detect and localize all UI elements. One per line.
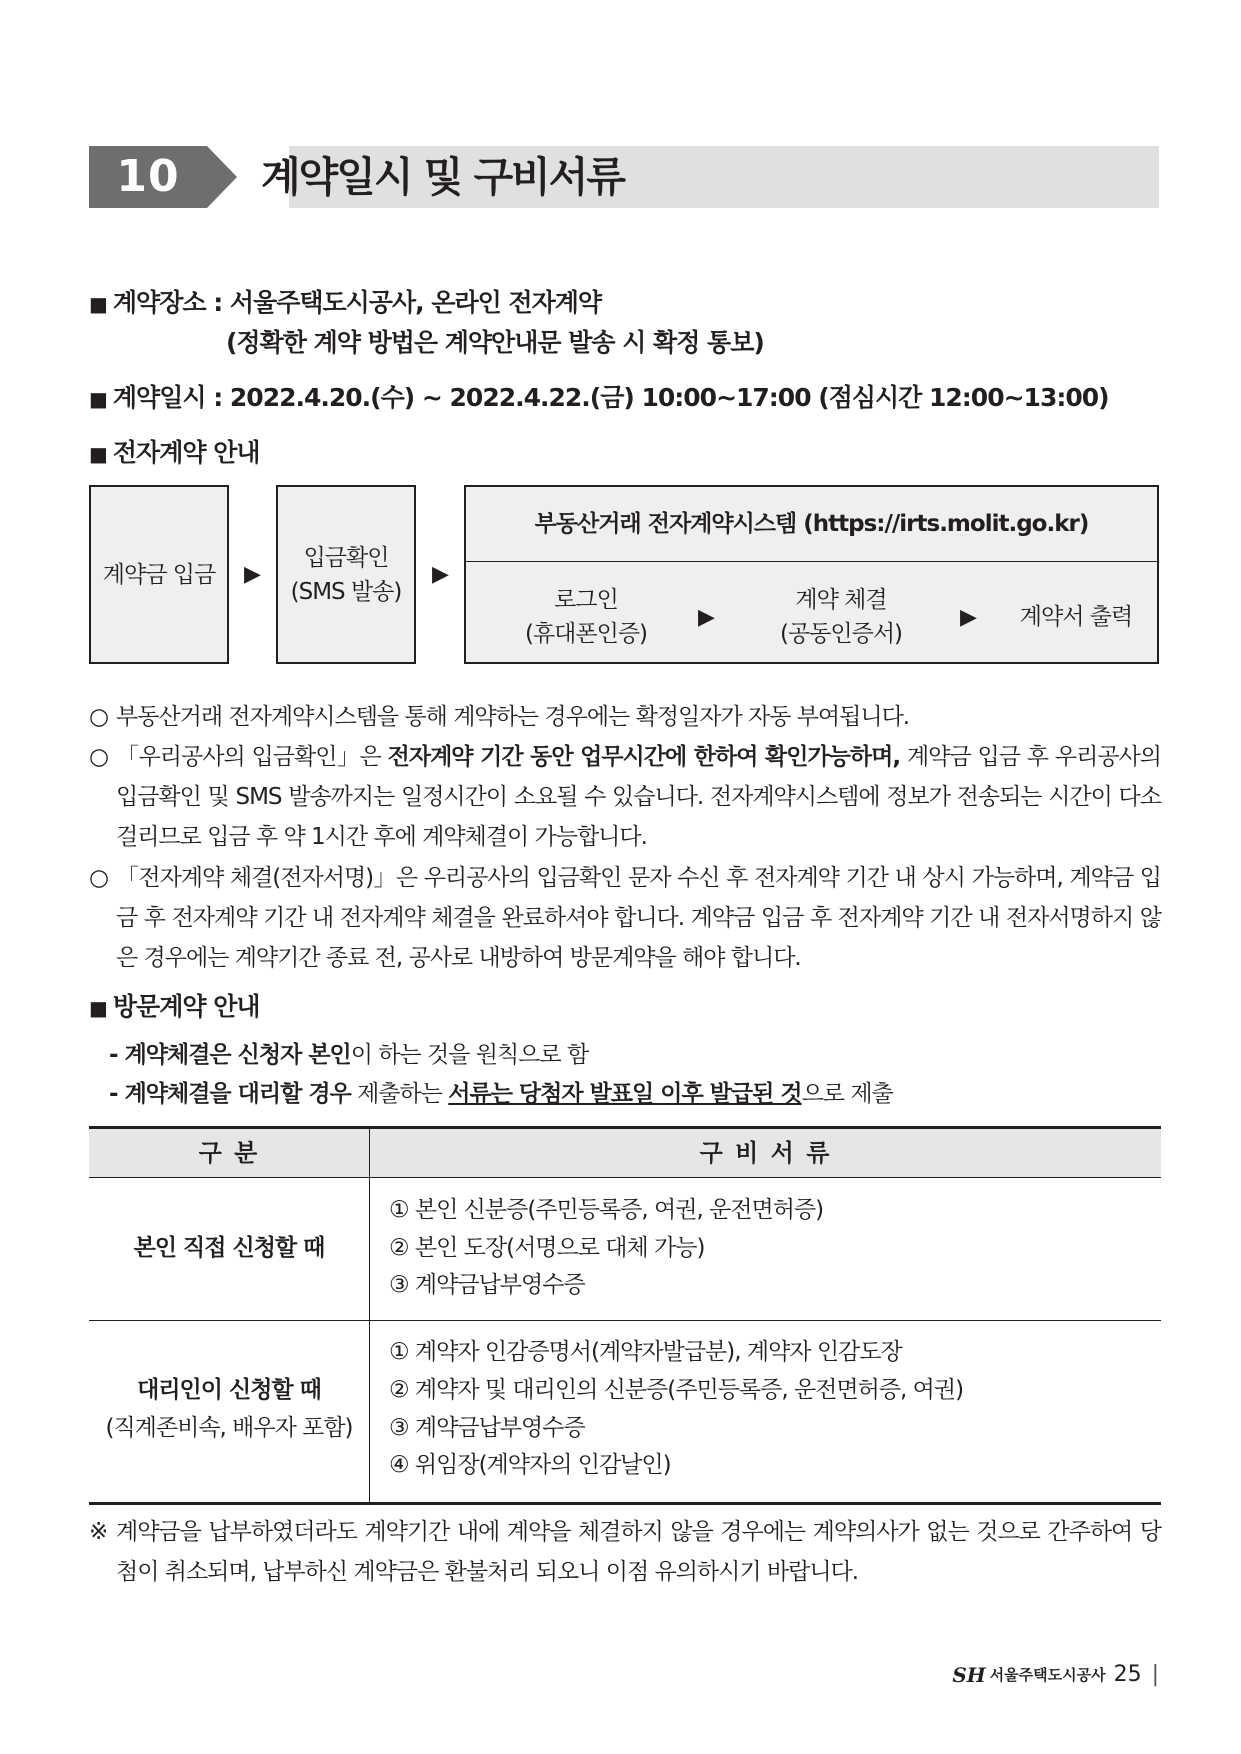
flow-sub-print: 계약서 출력: [1019, 604, 1133, 630]
visit-item-1-rest: 이 하는 것을 원칙으로 함: [350, 1042, 589, 1068]
visit-heading-line: [89, 987, 260, 1023]
flow-system-title: 부동산거래 전자계약시스템 (https://irts.molit.go.kr): [466, 487, 1157, 562]
paragraph-2-part: 「우리공사의 입금확인」은: [116, 744, 388, 770]
dash-mark: -: [109, 1042, 125, 1068]
visit-item-2-rest: 으로 제출: [801, 1081, 893, 1107]
section-arrow-shape: [207, 146, 237, 208]
paragraph-3: [89, 858, 1161, 978]
econtract-heading: 전자계약 안내: [112, 438, 260, 467]
table-header-row: [89, 1126, 1161, 1178]
section-header: [89, 146, 1159, 208]
paragraph-3-text: 「전자계약 체결(전자서명)」은 우리공사의 입금확인 문자 수신 후 전자계약 기간 내 상시 가능하며, 계약금 입금 후 전자계약 기간 내 전자계약 체결을 완료하셔야 합니다. 계약금 입금 후 전자계약 기간 내 전자서명하지 않은 경우에는 계약기간 종료 전, 공사로 내방하여 방문계약을 해야 합니다.: [116, 865, 1161, 971]
flow-arrow-icon: ▶: [244, 562, 261, 587]
circle-bullet-icon: ○: [89, 865, 109, 891]
contract-date: 계약일시 : 2022.4.20.(수) ~ 2022.4.22.(금) 10:00~17:00 (점심시간 12:00~13:00): [112, 383, 1109, 412]
visit-heading: 방문계약 안내: [112, 992, 260, 1021]
table-row-1-category: 본인 직접 신청할 때: [133, 1235, 325, 1261]
visit-item-1: [109, 1036, 588, 1069]
footer-organization: 서울주택도시공사: [989, 1666, 1106, 1684]
table-row-2-category: 대리인이 신청할 때: [137, 1377, 321, 1403]
contract-date-line: [89, 378, 1109, 414]
visit-item-2-bold: 계약체결을 대리할 경우: [124, 1081, 351, 1107]
square-bullet-icon: ■: [89, 292, 107, 316]
contract-place-note: (정확한 계약 방법은 계약안내문 발송 시 확정 통보): [226, 328, 764, 357]
contract-place-line: [89, 283, 601, 319]
note-text: 계약금을 납부하였더라도 계약기간 내에 계약을 체결하지 않을 경우에는 계약의사가 없는 것으로 간주하여 당첨이 취소되며, 납부하신 계약금은 환불처리 되오니 이점 유의하시기 바랍니다.: [116, 1519, 1161, 1585]
visit-item-2-mid: 제출하는: [350, 1081, 449, 1107]
flow-step-deposit: 계약금 입금: [89, 485, 229, 664]
square-bullet-icon: ■: [89, 387, 107, 411]
table-column-divider: [369, 1126, 370, 1505]
footer-divider: |: [1151, 1662, 1159, 1687]
paragraph-2-rest: 계약금 입금 후 우리공사의 입금확인 및 SMS 발송까지는 일정시간이 소요될 수 있습니다. 전자계약시스템에 정보가 전송되는 시간이 다소 걸리므로 입금 후 약 1시간 후에 계약체결이 가능합니다.: [116, 744, 1161, 850]
table-row-2-category-sub: (직계존비속, 배우자 포함): [105, 1415, 353, 1441]
visit-item-1-bold: 계약체결은 신청자 본인: [124, 1042, 351, 1068]
visit-item-2-underlined: 서류는 당첨자 발표일 이후 발급된 것: [448, 1081, 802, 1107]
table-header-category: 구 분: [198, 1139, 260, 1167]
square-bullet-icon: ■: [89, 996, 107, 1020]
dash-mark: -: [109, 1081, 125, 1107]
table-bottom-border: [89, 1502, 1161, 1505]
page-footer: [952, 1662, 1159, 1687]
circle-bullet-icon: ○: [89, 744, 109, 770]
contract-place: 계약장소 : 서울주택도시공사, 온라인 전자계약: [112, 288, 602, 317]
table-row-2-doc-3: ③ 계약금납부영수증: [389, 1415, 585, 1441]
flow-step-confirm: 입금확인 (SMS 발송): [276, 485, 416, 664]
table-row-2-doc-4: ④ 위임장(계약자의 인감날인): [389, 1452, 671, 1478]
paragraph-2-bold: 전자계약 기간 동안 업무시간에 한하여 확인가능하며,: [387, 744, 901, 770]
table-row-1-doc-2: ② 본인 도장(서명으로 대체 가능): [389, 1235, 705, 1261]
econtract-heading-line: [89, 433, 260, 469]
table-row-2-doc-1: ① 계약자 인감증명서(계약자발급분), 계약자 인감도장: [389, 1339, 902, 1365]
section-title: 계약일시 및 구비서류: [261, 153, 625, 201]
flow-arrow-icon: ▶: [432, 562, 449, 587]
paragraph-1-text: 부동산거래 전자계약시스템을 통해 계약하는 경우에는 확정일자가 자동 부여됩니다.: [116, 704, 910, 730]
flow-sub-login: 로그인 (휴대폰인증): [524, 587, 648, 647]
visit-item-2: [109, 1075, 893, 1108]
table-row-1-doc-3: ③ 계약금납부영수증: [389, 1272, 585, 1298]
reference-mark-icon: ※: [89, 1519, 108, 1545]
flow-sub-sign: 계약 체결 (공동인증서): [779, 587, 903, 647]
table-row-2-doc-2: ② 계약자 및 대리인의 신분증(주민등록증, 운전면허증, 여권): [389, 1377, 964, 1403]
paragraph-1: [89, 697, 1161, 737]
note-paragraph: [89, 1512, 1161, 1592]
paragraph-2-text: [89, 737, 1161, 857]
flow-arrow-icon: ▶: [960, 605, 977, 630]
paragraph-2: [89, 737, 1161, 857]
square-bullet-icon: ■: [89, 442, 107, 466]
sh-logo: SH: [952, 1662, 986, 1687]
table-row-separator: [89, 1320, 1161, 1321]
flow-arrow-icon: ▶: [698, 605, 715, 630]
table-row-1-doc-1: ① 본인 신분증(주민등록증, 여권, 운전면허증): [389, 1197, 824, 1223]
flow-system-box: [464, 485, 1159, 664]
table-header-documents: 구 비 서 류: [699, 1139, 832, 1167]
circle-bullet-icon: ○: [89, 704, 109, 730]
page-number: 25: [1113, 1662, 1142, 1687]
section-number: 10: [89, 146, 207, 208]
